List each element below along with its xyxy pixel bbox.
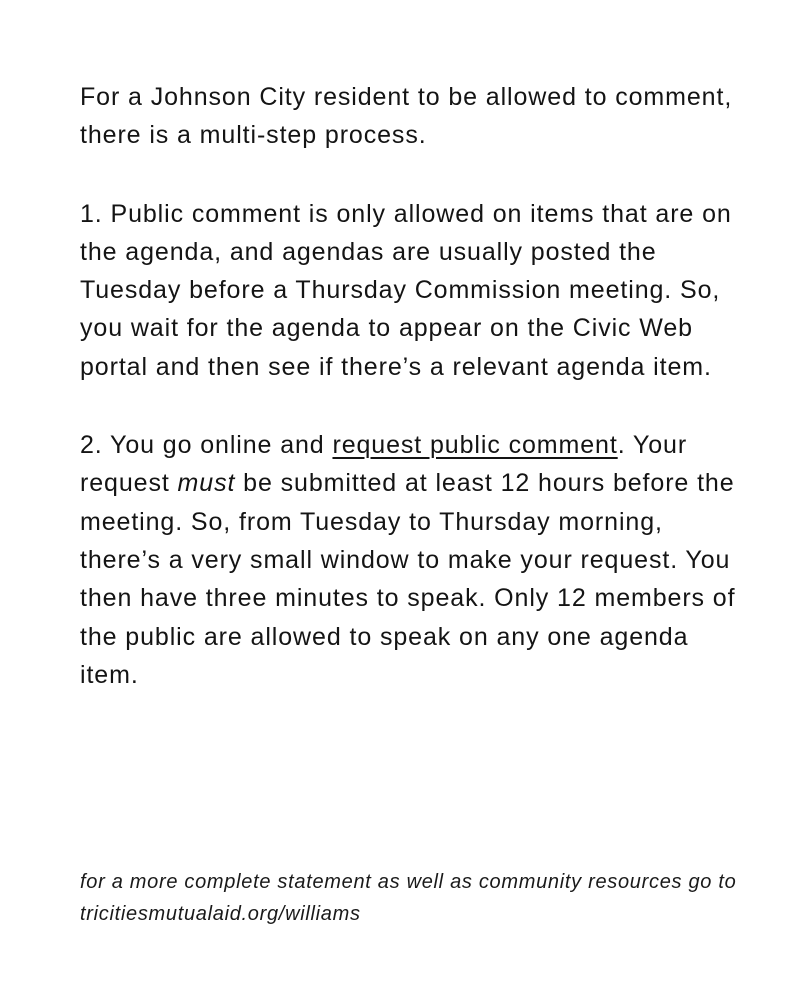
step-1-paragraph: 1. Public comment is only allowed on items that are on the agenda, and agendas are usually posted the Tuesday before a Thursday Commission meeting. So, you wait for the agenda to appear on the Civic Web portal and then see if there’s a relevant agenda item. — [80, 199, 732, 381]
step-2-lead-text: 2. You go online and — [80, 431, 333, 460]
step-2-rest-text: be submitted at least 12 hours before the meeting. So, from Tuesday to Thursday morning, there’s a very small window to make your request. You then have three minutes to speak. Only 12 members of the public are allowed to speak on any one agenda item. — [80, 469, 736, 689]
step-2-paragraph — [80, 426, 740, 694]
request-public-comment-link[interactable]: request public comment — [332, 431, 618, 460]
intro-paragraph: For a Johnson City resident to be allowed to comment, there is a multi-step process. — [80, 83, 733, 150]
must-emphasis: must — [177, 469, 236, 498]
footer-note: for a more complete statement as well as community resources go to tricitiesmutualaid.org/williams — [80, 871, 737, 925]
statement-body — [80, 78, 740, 734]
step-2-after-link-text: . Your request — [80, 431, 688, 498]
